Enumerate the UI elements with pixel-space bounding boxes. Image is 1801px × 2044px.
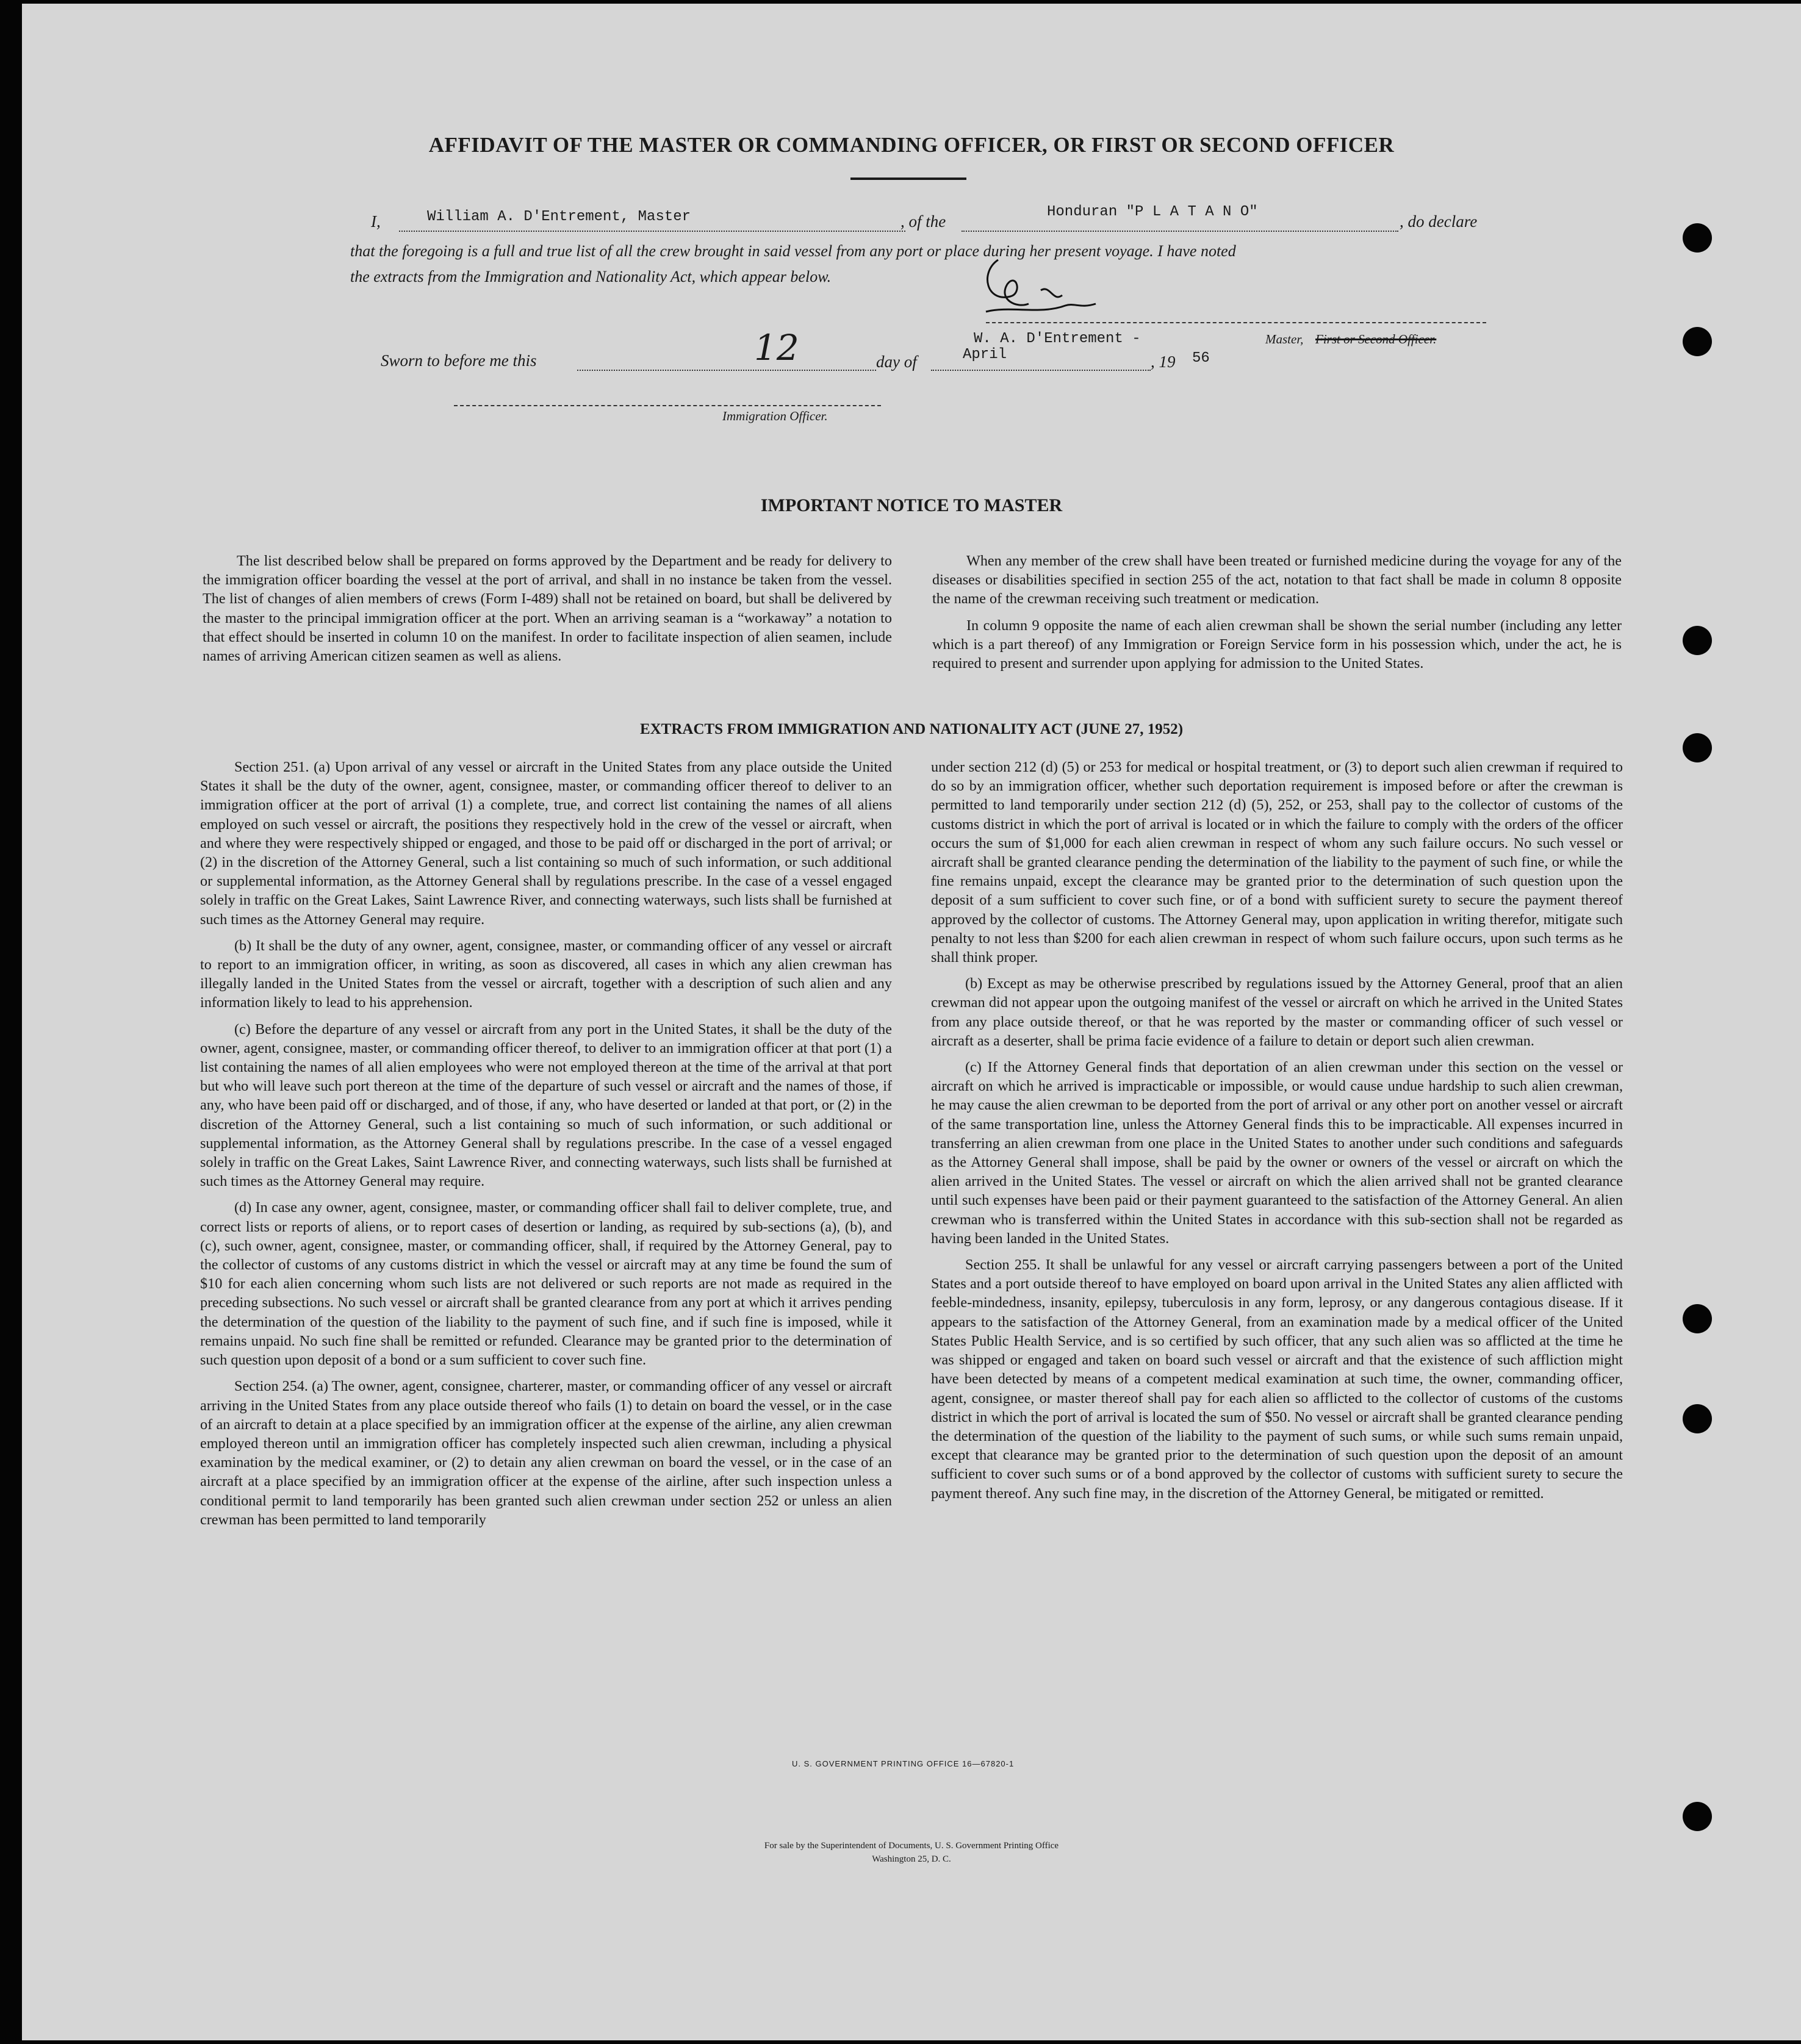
title-underline [850, 178, 966, 180]
extracts-left-column [200, 758, 892, 1537]
section-254-c: (c) If the Attorney General finds that deportation of an alien crewman under this section on the vessel or aircraft on which he arrived is impracticable or impossible, or would cause undue hardship to such alien crewman, he may cause the alien crewman to be deported from the port of arrival or any other port on another vessel or aircraft of the same transportation line, unless the Attorney General finds this to be impracticable. All expenses incurred in transferring an alien crewman from one place in the United States to another under such conditions and safeguards as the Attorney General shall impose, shall be paid by the owner or owners of the vessel or aircraft on which the alien arrived in the United States. The vessel or aircraft on which the alien arrived shall not be granted clearance until such expenses have been paid or their payment guaranteed to the satisfaction of the Attorney General. An alien crewman who is transferred within the United States in accordance with this sub-section shall not be regarded as having been landed in the United States. [931, 1059, 1623, 1247]
notice-left-paragraph: The list described below shall be prepared on forms approved by the Department and be ready for delivery to the immigration officer boarding the vessel at the port of arrival, and shall in no instance be taken from the vessel. The list of changes of alien members of crews (Form I-489) shall not be retained on board, but shall be delivered by the master to the principal immigration officer at the port. When an arriving seaman is a “workaway” a notation to that effect should be inserted in column 10 on the manifest. In order to facilitate inspection of alien seamen, include names of arriving American citizen seamen as well as aliens. [203, 553, 892, 665]
binder-hole [1683, 1802, 1712, 1831]
declarant-name: William A. D'Entrement, Master [427, 209, 691, 225]
notice-title: IMPORTANT NOTICE TO MASTER [760, 495, 1063, 515]
section-254-a: Section 254. (a) The owner, agent, consignee, charterer, master, or commanding officer of any vessel or aircraft arriving in the United States from any place outside thereof who fails (1) to detain on board the vessel, or in the case of an aircraft to detain at a place specified by an immigration officer at the expense of the airline, any alien crewman employed thereon until an immigration officer has completely inspected such alien crewman, including a physical examination by the medical examiner, or (2) to detain any alien crewman on board the vessel, or in the case of an aircraft at a place specified by an immigration officer at the expense of the airline, after such inspection unless a conditional permit to land temporarily has been granted such alien crewman under section 252 or unless an alien crewman has been permitted to land temporarily [200, 1378, 892, 1528]
affidavit-title: AFFIDAVIT OF THE MASTER OR COMMANDING OFFICER, OR FIRST OR SECOND OFFICER [428, 133, 1395, 157]
year-suffix: 56 [1192, 350, 1210, 367]
day-handwritten: 12 [754, 327, 799, 368]
sworn-label: Sworn to before me this [381, 351, 537, 370]
notice-right-column [932, 551, 1622, 680]
section-255: Section 255. It shall be unlawful for any vessel or aircraft carrying passengers between a port of the United States and a port outside thereof to have employed on board upon arrival in the United States any alien afflicted with feeble-mindedness, insanity, epilepsy, tuberculosis in any form, leprosy, or any dangerous contagious disease. If it appears to the satisfaction of the Attorney General, from an examination made by a medical officer of the United States Public Health Service, and is so certified by such officer, that any such alien was so afflicted at the time he was shipped or engaged and taken on board such vessel or aircraft and that the existence of such affliction might have been detected by means of a competent medical examination at such time, the owner, commanding officer, agent, consignee, or master thereof shall pay for each alien so afflicted to the collector of customs of the customs district in which the port of arrival is located the sum of $50. No vessel or aircraft shall be granted clearance pending the determination of the question of the liability to the payment of such sums, or while such sums remain unpaid, except that clearance may be granted prior to the determination of such question upon the deposit of an amount sufficient to cover such sums or of a bond approved by the collector of customs with sufficient surety to secure the payment thereof. Any such fine may, in the discretion of the Attorney General, be mitigated or remitted. [931, 1257, 1623, 1502]
declaration-line-2: the extracts from the Immigration and Nationality Act, which appear below. [350, 268, 832, 285]
notice-right-paragraph-1: When any member of the crew shall have been treated or furnished medicine during the voyage for any of the diseases or disabilities specified in section 255 of the act, notation to that fact shall be made in column 8 opposite the name of the crewman receiving such treatment or medication. [932, 553, 1622, 608]
document-page [22, 4, 1801, 2040]
sale-line-2: Washington 25, D. C. [872, 1854, 951, 1864]
section-254-b: (b) Except as may be otherwise prescribed by regulations issued by the Attorney General, proof that an alien crewman did not appear upon the outgoing manifest of the vessel or aircraft on which he arrived in the United States from any place outside thereof, or that he was reported by the master or commanding officer of such vessel or aircraft as a deserter, shall be prima facie evidence of a failure to detain or deport such alien crewman. [931, 975, 1623, 1049]
master-label: Master, [1265, 332, 1304, 346]
master-signature [974, 248, 1108, 327]
of-the-label: , of the [900, 212, 946, 231]
binder-hole [1683, 223, 1712, 253]
extracts-right-column [931, 758, 1623, 1510]
sale-line-1: For sale by the Superintendent of Documents, U. S. Government Printing Office [764, 1841, 1059, 1851]
signature-line [986, 321, 1486, 323]
binder-hole [1683, 327, 1712, 356]
vessel-name: Honduran "P L A T A N O" [1047, 204, 1258, 220]
section-251-d: (d) In case any owner, agent, consignee, master, or commanding officer shall fail to deliver complete, true, and correct lists or reports of aliens, or to report cases of desertion or landing, as required by sub-sections (a), (b), and (c), such owner, agent, consignee, master, or commanding officer, shall, if required by the Attorney General, pay to the collector of customs of any customs district in which the vessel or aircraft may at any time be found the sum of $10 for each alien concerning whom such lists are not delivered or such reports are not made as required in the preceding subsections. No such vessel or aircraft shall be granted clearance from any port at which it arrives pending the determination of the question of the liability to the payment of such fine, and if such fine is imposed, while it remains unpaid. No such fine shall be remitted or refunded. Clearance may be granted prior to the determination of such question upon deposit of a bond or a sum sufficient to cover such fine. [200, 1199, 892, 1369]
struck-officer-titles: First or Second Officer. [1315, 332, 1437, 346]
signer-typed-name: W. A. D'Entrement - [974, 331, 1141, 347]
officer-signature-line [454, 405, 881, 406]
notice-left-column [203, 551, 892, 673]
notice-right-paragraph-2: In column 9 opposite the name of each alien crewman shall be shown the serial number (including any letter which is a part thereof) of any Immigration or Foreign Service form in his possession which, under the act, he is required to present and surrender upon applying for admission to the United States. [932, 617, 1622, 672]
extracts-title: EXTRACTS FROM IMMIGRATION AND NATIONALITY ACT (JUNE 27, 1952) [639, 721, 1184, 737]
do-declare-label: , do declare [1400, 212, 1478, 231]
month-value: April [963, 346, 1007, 363]
binder-hole [1683, 1404, 1712, 1433]
year-prefix: , 19 [1151, 353, 1176, 371]
day-of-label: day of [876, 353, 917, 371]
gpo-imprint: U. S. GOVERNMENT PRINTING OFFICE 16—67820-1 [792, 1759, 1015, 1768]
section-254-a-continued: under section 212 (d) (5) or 253 for medical or hospital treatment, or (3) to deport such alien crewman if required to do so by an immigration officer, whether such deportation requirement is imposed before or after the crewman is permitted to land temporarily under section 212 (d) (5), 252, or 253, shall pay to the collector of customs of the customs district in which the port of arrival is located or in which the failure to comply with the orders of the officer occurs the sum of $1,000 for each alien crewman in respect of whom any such failure occurs. No such vessel or aircraft shall be granted clearance pending the determination of the liability to the payment of such fine, or while the fine remains unpaid, except the clearance may be granted prior to the determination of such question upon the deposit of a sum sufficient to cover such fine, or of a bond with sufficient surety to secure the payment thereof approved by the collector of customs. The Attorney General may, upon application in writing therefor, mitigate such penalty to not less than $200 for each alien crewman in respect of whom such failure occurs, upon such terms as he shall think proper. [931, 759, 1623, 966]
i-label: I, [371, 212, 381, 231]
section-251-a: Section 251. (a) Upon arrival of any vessel or aircraft in the United States from any place outside the United States it shall be the duty of the owner, agent, consignee, master, or commanding officer thereof to deliver to an immigration officer at the port of arrival (1) a complete, true, and correct list containing the names of all aliens employed on such vessel or aircraft, the positions they respectively hold in the crew of the vessel or aircraft, when and where they were respectively shipped or engaged, and those to be paid off or discharged in the port of arrival; or (2) in the discretion of the Attorney General, such a list containing so much of such information, or such additional or supplemental information, as the Attorney General shall by regulations prescribe. In the case of a vessel engaged solely in traffic on the Great Lakes, Saint Lawrence River, and connecting waterways, such lists shall be furnished at such times as the Attorney General may require. [200, 759, 892, 928]
binder-hole [1683, 626, 1712, 655]
section-251-b: (b) It shall be the duty of any owner, agent, consignee, master, or commanding officer of any vessel or aircraft to report to an immigration officer, in writing, as soon as discovered, all cases in which any alien crewman has illegally landed in the United States from the vessel or aircraft, together with a description of such alien and any information likely to lead to his apprehension. [200, 937, 892, 1011]
binder-hole [1683, 1304, 1712, 1333]
immigration-officer-label: Immigration Officer. [722, 409, 828, 423]
declaration-line-1: that the foregoing is a full and true list of all the crew brought in said vessel from any port or place during her present voyage. I have noted [350, 242, 1236, 260]
section-251-c: (c) Before the departure of any vessel or aircraft from any port in the United States, it shall be the duty of the owner, agent, consignee, master, or commanding officer thereof, to deliver to an immigration officer at that port (1) a list containing the names of all alien employees who were not employed thereon at the time of the arrival at that port but who will leave such port thereon at the time of the departure of such vessel or aircraft and the names of those, if any, who have been paid off or discharged, and of those, if any, who have deserted or landed at that port, or (2) in the discretion of the Attorney General, such a list containing so much of such information, or such additional or supplemental information, as the Attorney General shall by regulations prescribe. In the case of a vessel engaged solely in traffic on the Great Lakes, Saint Lawrence River, and connecting waterways, such lists shall be furnished at such times as the Attorney General may require. [200, 1020, 892, 1190]
day-blank [577, 354, 876, 371]
